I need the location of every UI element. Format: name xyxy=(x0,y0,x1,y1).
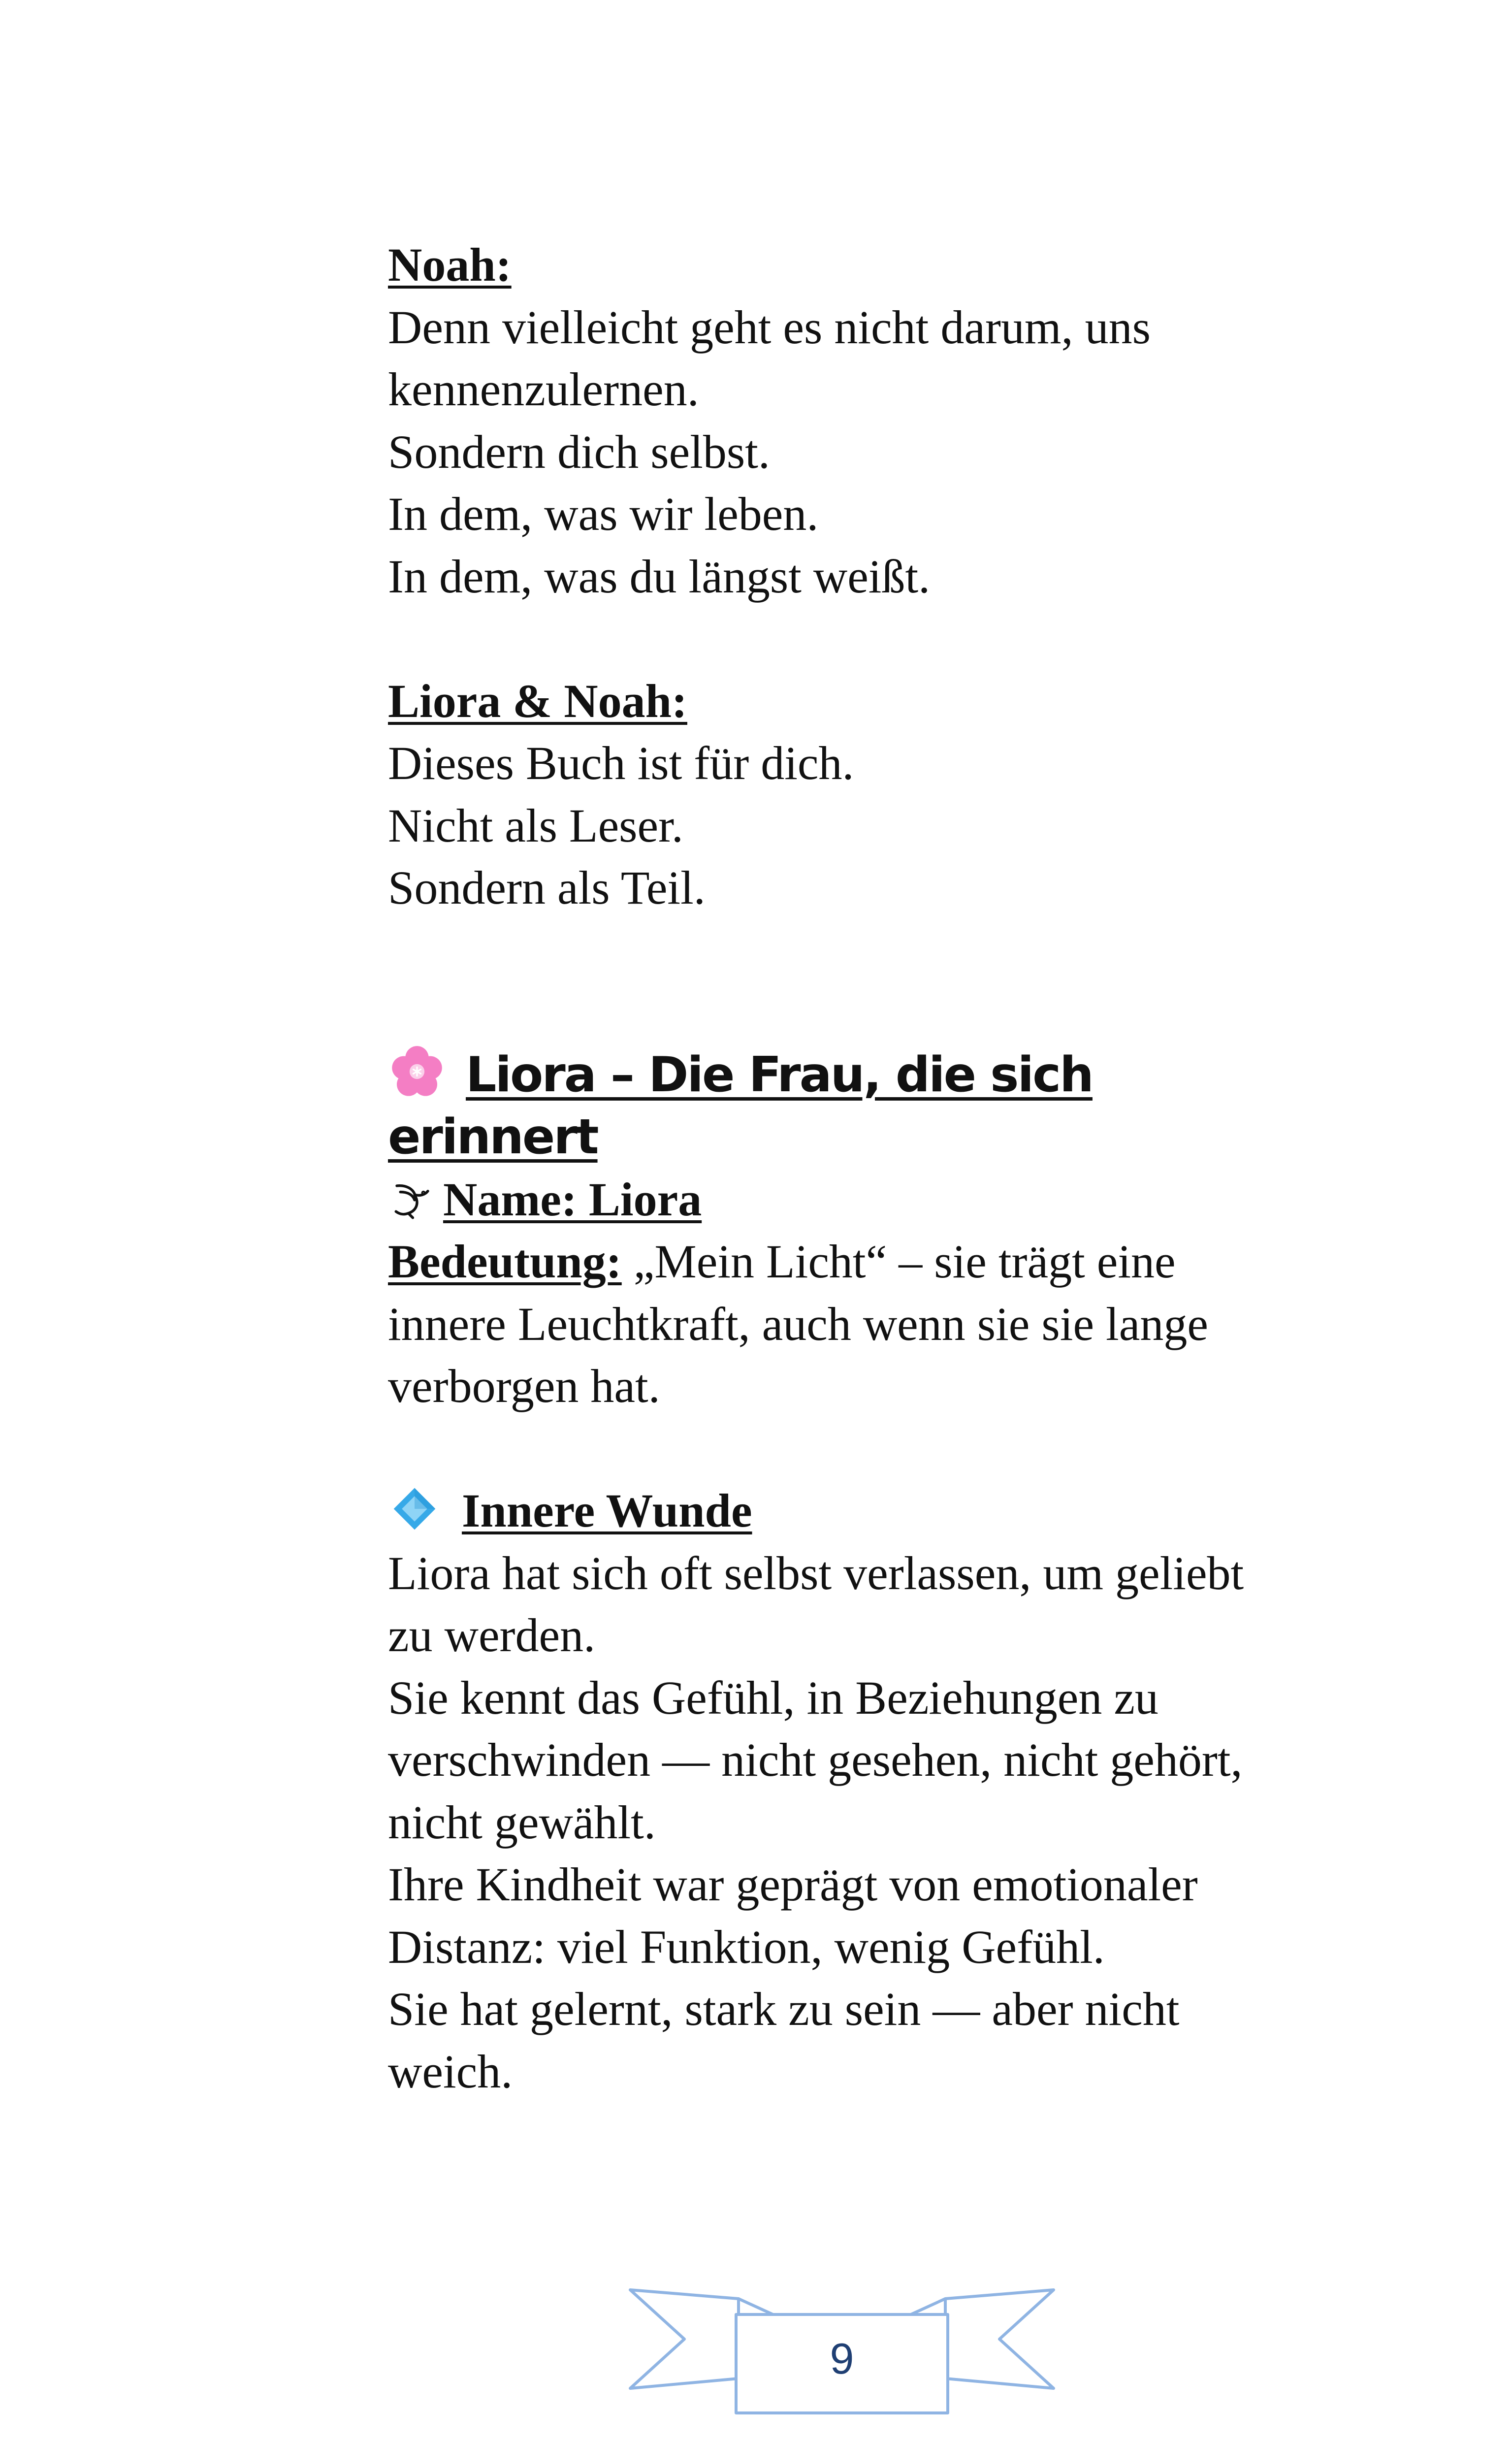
character-name-line xyxy=(388,1169,1323,1231)
dove-icon xyxy=(388,1174,432,1219)
wound-line: Sie hat gelernt, stark zu sein — aber nicht xyxy=(388,1983,1180,2035)
wound-line: weich. xyxy=(388,2045,513,2098)
meaning-label: Bedeutung: xyxy=(388,1235,622,1288)
speaker-liora-noah: Liora & Noah: xyxy=(388,674,687,727)
noah-line: In dem, was du längst weißt. xyxy=(388,550,931,603)
blue-diamond-icon xyxy=(392,1485,437,1530)
page-content xyxy=(388,234,1323,2103)
wound-line: Sie kennt das Gefühl, in Beziehungen zu xyxy=(388,1671,1158,1724)
wound-line: Distanz: viel Funktion, wenig Gefühl. xyxy=(388,1920,1105,1973)
character-heading-line1 xyxy=(388,1044,1323,1107)
noah-section xyxy=(388,234,1323,608)
speaker-noah: Noah: xyxy=(388,238,512,291)
page-number: 9 xyxy=(830,2334,854,2383)
liora-noah-section xyxy=(388,670,1323,919)
character-meaning-line xyxy=(388,1231,1323,1293)
noah-line: Denn vielleicht geht es nicht darum, uns xyxy=(388,300,1151,354)
inner-wound-heading xyxy=(388,1480,1323,1542)
character-heading-text-1: Liora – Die Frau, die sich xyxy=(466,1046,1093,1103)
liora-noah-line: Dieses Buch ist für dich. xyxy=(388,737,854,789)
character-heading xyxy=(388,1044,1323,1418)
character-name-label: Name: Liora xyxy=(443,1173,702,1226)
wound-line: nicht gewählt. xyxy=(388,1795,656,1849)
noah-line: kennenzulernen. xyxy=(388,363,699,416)
wound-line: Liora hat sich oft selbst verlassen, um geliebt xyxy=(388,1546,1244,1599)
noah-line: In dem, was wir leben. xyxy=(388,488,819,540)
meaning-text: „Mein Licht“ – sie trägt eine xyxy=(621,1235,1176,1288)
noah-line: Sondern dich selbst. xyxy=(388,425,770,478)
meaning-text-line: innere Leuchtkraft, auch wenn sie sie lange xyxy=(388,1297,1208,1350)
wound-line: zu werden. xyxy=(388,1609,596,1661)
cherry-blossom-icon xyxy=(388,1045,446,1098)
wound-line: verschwinden — nicht gesehen, nicht gehört, xyxy=(388,1733,1243,1786)
character-heading-line2: erinnert xyxy=(388,1109,598,1165)
liora-noah-line: Sondern als Teil. xyxy=(388,861,706,914)
inner-wound-section xyxy=(388,1480,1323,2103)
meaning-text-line: verborgen hat. xyxy=(388,1360,660,1412)
wound-line: Ihre Kindheit war geprägt von emotionaler xyxy=(388,1858,1198,1911)
inner-wound-title: Innere Wunde xyxy=(462,1484,752,1537)
liora-noah-line: Nicht als Leser. xyxy=(388,799,683,852)
